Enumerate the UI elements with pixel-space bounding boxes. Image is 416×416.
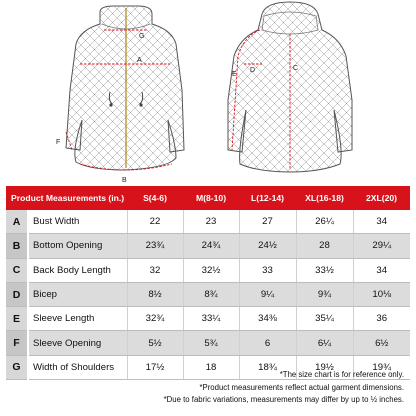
cell-value: 8½ xyxy=(127,282,183,306)
cell-value: 24¾ xyxy=(183,234,239,258)
row-name: Sleeve Length xyxy=(28,307,127,331)
coat-front xyxy=(66,6,184,170)
table-row xyxy=(6,258,410,282)
cell-value: 34 xyxy=(353,210,410,234)
cell-value: 34⅜ xyxy=(239,307,296,331)
label-g: G xyxy=(139,33,145,40)
header-measurements: Product Measurements (in.) xyxy=(6,186,127,210)
row-letter: E xyxy=(6,307,28,331)
header-size-m: M(8-10) xyxy=(183,186,239,210)
label-a: A xyxy=(137,57,142,64)
cell-value: 18 xyxy=(183,355,239,379)
row-letter: B xyxy=(6,234,28,258)
cell-value: 27 xyxy=(239,210,296,234)
coat-front-body xyxy=(66,6,184,170)
cell-value: 18¾ xyxy=(239,355,296,379)
label-f: F xyxy=(56,139,61,146)
cell-value: 6 xyxy=(239,331,296,355)
cell-value: 9¾ xyxy=(296,282,353,306)
row-letter: C xyxy=(6,258,28,282)
cell-value: 19¾ xyxy=(353,355,410,379)
label-b: B xyxy=(122,177,127,182)
cell-value: 33¼ xyxy=(183,307,239,331)
cell-value: 5¾ xyxy=(183,331,239,355)
table-row xyxy=(6,282,410,306)
header-size-s: S(4-6) xyxy=(127,186,183,210)
cell-value: 32½ xyxy=(183,258,239,282)
footnote-dimensions: *Product measurements reflect actual garment dimensions. xyxy=(199,382,404,392)
cell-value: 24½ xyxy=(239,234,296,258)
footnote-reference: *The size chart is for reference only. xyxy=(279,370,404,379)
row-name: Width of Shoulders xyxy=(28,355,127,379)
table-row xyxy=(6,307,410,331)
header-size-l: L(12-14) xyxy=(239,186,296,210)
cell-value: 36 xyxy=(353,307,410,331)
cell-value: 19½ xyxy=(296,355,353,379)
cell-value: 23¾ xyxy=(127,234,183,258)
cell-value: 6½ xyxy=(353,331,410,355)
cell-value: 22 xyxy=(127,210,183,234)
table-row xyxy=(6,210,410,234)
row-name: Bust Width xyxy=(28,210,127,234)
label-e: E xyxy=(232,71,237,78)
cell-value: 32¾ xyxy=(127,307,183,331)
footnotes xyxy=(164,369,404,407)
cell-value: 9¼ xyxy=(239,282,296,306)
row-name: Bottom Opening xyxy=(28,234,127,258)
row-letter: D xyxy=(6,282,28,306)
cell-value: 8¾ xyxy=(183,282,239,306)
cell-value: 26¼ xyxy=(296,210,353,234)
garment-diagram xyxy=(0,0,416,182)
cell-value: 33 xyxy=(239,258,296,282)
cell-value: 28 xyxy=(296,234,353,258)
table-row xyxy=(6,331,410,355)
table-header-row xyxy=(6,186,410,210)
row-letter: G xyxy=(6,355,28,379)
footnote-variation: *Due to fabric variations, measurements may differ by up to ½ inches. xyxy=(163,395,404,404)
cell-value: 10⅛ xyxy=(353,282,410,306)
cell-value: 32 xyxy=(127,258,183,282)
table-row xyxy=(6,234,410,258)
row-name: Bicep xyxy=(28,282,127,306)
row-letter: F xyxy=(6,331,28,355)
cell-value: 35¼ xyxy=(296,307,353,331)
size-chart-table xyxy=(6,186,410,380)
label-c: C xyxy=(293,65,299,72)
garment-diagram-svg xyxy=(0,0,416,182)
cell-value: 23 xyxy=(183,210,239,234)
row-letter: A xyxy=(6,210,28,234)
header-size-xl: XL(16-18) xyxy=(296,186,353,210)
header-size-2xl: 2XL(20) xyxy=(353,186,410,210)
cell-value: 33½ xyxy=(296,258,353,282)
row-name: Back Body Length xyxy=(28,258,127,282)
cell-value: 5½ xyxy=(127,331,183,355)
row-name: Sleeve Opening xyxy=(28,331,127,355)
cell-value: 29¼ xyxy=(353,234,410,258)
label-d: D xyxy=(250,67,256,74)
cell-value: 34 xyxy=(353,258,410,282)
cell-value: 17½ xyxy=(127,355,183,379)
cell-value: 6¼ xyxy=(296,331,353,355)
